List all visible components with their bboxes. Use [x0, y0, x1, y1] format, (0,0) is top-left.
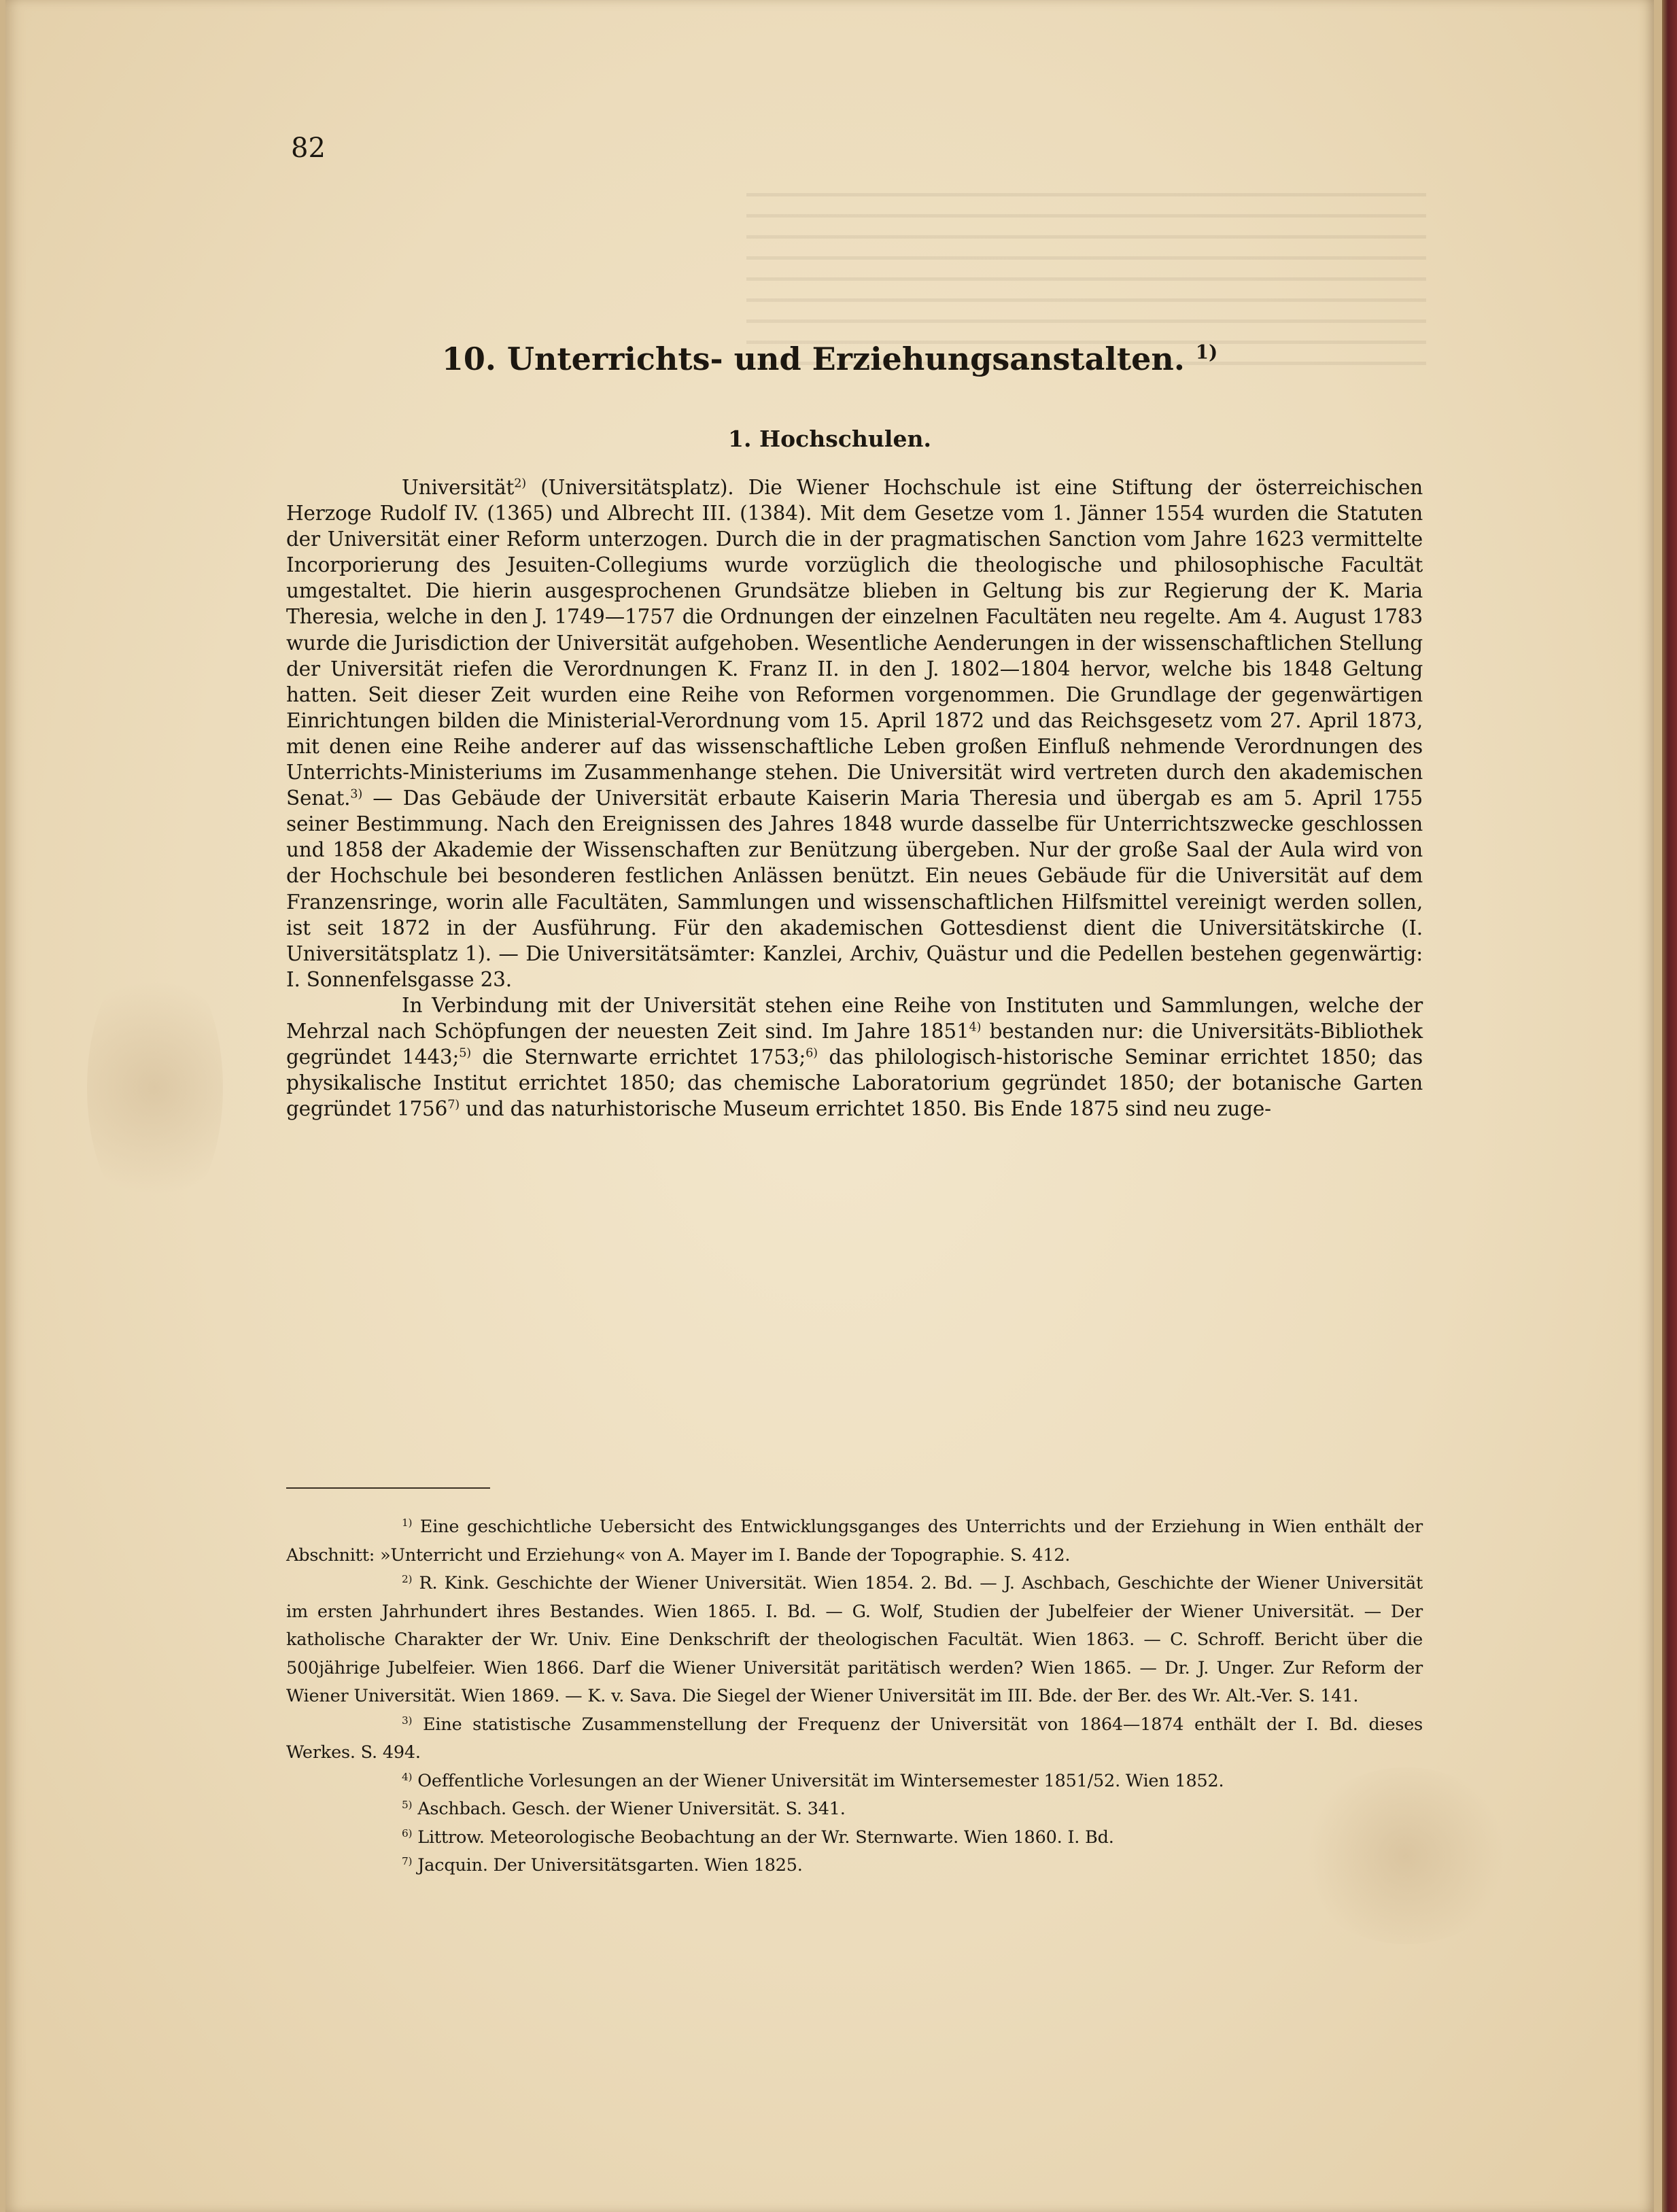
paragraph-text: errichtet 1850. Bis Ende 1875 sind neu zuge- [809, 1097, 1271, 1121]
footnote-3 [286, 1711, 1423, 1767]
paragraph-text: erbaute Kaiserin Maria Theresia und übergab es am 5. April 1755 seiner Bestimmung. Nach den Ereignissen des Jahres 1848 wurde dasselbe für Unterrichtszwecke geschlossen und 1858 der Akademie der Wissenschaften zur Benützung übergeben. Nur der große Saal der Aula wird von der Hochschule bei besonderen festlichen Anlässen benützt. Ein neues Gebäude für die Universität auf dem Franzensringe, worin alle Facultäten, Sammlungen und wissenschaftlichen Hilfsmittel vereinigt werden sollen, ist seit 1872 in der Ausführung. Für den akademischen Gottesdienst dient die [286, 787, 1423, 939]
paragraph-text: gegründet 1850; der [990, 1071, 1232, 1095]
footnote-mark: 2) [402, 1572, 413, 1585]
paragraph-text: gegründet 1443; [286, 1045, 460, 1069]
book-page [5, 0, 1654, 2212]
chapter-title-text: 10. Unterrichts- und Erziehungsanstalten. [441, 341, 1185, 377]
footnote-text: Littrow. Meteorologische Beobachtung an der Wr. Sternwarte. Wien 1860. I. Bd. [412, 1827, 1114, 1848]
paragraph-text: errichtet 1850; das [506, 1071, 734, 1095]
paragraph-institute [286, 992, 1423, 1122]
footnote-4 [286, 1767, 1423, 1796]
section-title: 1. Hochschulen. [728, 426, 931, 452]
footnote-text: Eine geschichtliche Uebersicht des Entwicklungsganges des Unterrichts und der Erziehung in Wien enthält der Abschnitt: »Unterricht und Erziehung« von A. Mayer im I. Bande der Topographie. S. 412. [286, 1517, 1423, 1566]
paragraph-text: errichtet 1850; das [1209, 1045, 1423, 1069]
footnote-5 [286, 1795, 1423, 1824]
footnote-2 [286, 1570, 1423, 1711]
footnote-text: Jacquin. Der Universitätsgarten. Wien 1825. [412, 1855, 803, 1876]
paragraph-text: — Das [362, 787, 451, 810]
paragraph-universitaet [286, 474, 1423, 992]
term-universitaetskirche: Universitätskirche [1198, 916, 1385, 939]
paragraph-text: bestanden nur: die [981, 1019, 1192, 1043]
term-universitaet: Universität [402, 476, 515, 499]
footnote-rule [286, 1487, 490, 1489]
term-chemisches-laboratorium: chemische Laboratorium [733, 1071, 990, 1095]
paper-stain [87, 952, 223, 1224]
footnotes [286, 1513, 1423, 1880]
body-text [286, 474, 1423, 1122]
term-bibliothek: Universitäts-Bibliothek [1191, 1019, 1423, 1043]
footnote-ref-5: 5) [459, 1046, 472, 1060]
paragraph-text: (I. Universitätsplatz 1). — Die Universitätsämter: Kanzlei, Archiv, Quästur und die Pedellen bestehen gegenwärtig: I. Sonnenfelsgasse 23. [286, 916, 1423, 991]
term-sternwarte: Sternwarte [524, 1045, 638, 1069]
footnote-ref-6: 6) [806, 1046, 818, 1060]
paragraph-text: In Verbindung mit der Universität stehen eine Reihe von Instituten und Sammlungen, welche der Mehrzal nach Schöpfungen der neuesten Zeit sind. Im Jahre 1851 [286, 993, 1423, 1043]
footnote-7 [286, 1852, 1423, 1880]
footnote-ref-7: 7) [447, 1098, 460, 1112]
footnote-mark: 1) [402, 1516, 413, 1529]
footnote-ref-4: 4) [969, 1020, 982, 1035]
chapter-footnote-ref: 1) [1195, 341, 1218, 364]
footnote-mark: 6) [402, 1827, 413, 1839]
footnote-ref-3: 3) [350, 787, 363, 801]
term-akademischer-senat: akademischen Senat. [286, 761, 1423, 810]
term-seminar: philologisch-historische Seminar [874, 1045, 1209, 1069]
footnote-mark: 5) [402, 1798, 413, 1811]
footnote-text: Eine statistische Zusammenstellung der Frequenz der Universität von 1864—1874 enthält der I. Bd. dieses Werkes. S. 494. [286, 1714, 1423, 1763]
chapter-title [5, 336, 1654, 381]
footnote-text: Oeffentliche Vorlesungen an der Wiener Universität im Wintersemester 1851/52. Wien 1852. [412, 1770, 1224, 1791]
paragraph-text: und das [459, 1097, 551, 1121]
term-naturhistorisches-museum: naturhistorische Museum [551, 1097, 810, 1121]
footnote-6 [286, 1824, 1423, 1852]
term-gebaeude: Gebäude der Universität [451, 787, 708, 810]
paragraph-text: das [817, 1045, 875, 1069]
paragraph-text: (Universitätsplatz). Die Wiener Hochschule ist eine Stiftung der österreichischen Herzoge Rudolf IV. (1365) und Albrecht III. (1384). Mit dem Gesetze vom 1. Jänner 1554 wurden die Statuten der Universität einer Reform unterzogen. Durch die in der pragmatischen Sanction vom Jahre 1623 vermittelte Incorporierung des Jesuiten-Collegiums wurde vorzüglich die theologische und philosophische Facultät umgestaltet. Die hierin ausgesprochenen Grundsätze blieben in Geltung bis zur Regierung der K. Maria Theresia, welche in den J. 1749—1757 die Ordnungen der einzelnen Facultäten neu regelte. Am 4. August 1783 wurde die Jurisdiction der Universität aufgehoben. Wesentliche Aenderungen in der wissenschaftlichen Stellung der Universität riefen die Verordnungen K. Franz II. in den J. 1802—1804 hervor, welche bis 1848 Geltung hatten. Seit dieser Zeit wurden eine Reihe von Reformen vorgenommen. Die Grundlage der gegenwärtigen Einrichtungen bilden die Ministerial-Verordnung vom 15. April 1872 und das Reichsgesetz vom 27. April 1873, mit denen eine Reihe anderer auf das wissenschaftliche Leben großen Einfluß nehmende Verordnungen des Unterrichts-Ministeriums im Zusammenhange stehen. Die Universität wird vertreten durch den [286, 476, 1423, 784]
book-binding-edge [1662, 0, 1677, 2212]
page-number: 82 [291, 133, 326, 164]
paragraph-text: die [471, 1045, 525, 1069]
footnote-text: Aschbach. Gesch. der Wiener Universität. S. 341. [412, 1799, 846, 1819]
footnote-ref-2: 2) [514, 477, 526, 491]
paragraph-text: gegründet 1756 [286, 1097, 448, 1121]
footnote-mark: 7) [402, 1854, 413, 1867]
term-physikalisches-institut: physikalische Institut [286, 1071, 507, 1095]
footnote-1 [286, 1513, 1423, 1570]
footnote-mark: 4) [402, 1770, 413, 1783]
footnote-mark: 3) [402, 1714, 413, 1727]
paragraph-text: errichtet 1753; [638, 1045, 806, 1069]
term-botanischer-garten: botanische Garten [1232, 1071, 1423, 1095]
footnote-text: R. Kink. Geschichte der Wiener Universität. Wien 1854. 2. Bd. — J. Aschbach, Geschichte der Wiener Universität im ersten Jahrhundert ihres Bestandes. Wien 1865. I. Bd. — G. Wolf, Studien der Jubelfeier der Wiener Universität. — Der katholische Charakter der Wr. Univ. Eine Denkschrift der theologischen Facultät. Wien 1863. — C. Schroff. Bericht über die 500jährige Jubelfeier. Wien 1866. Darf die Wiener Universität paritätisch werden? Wien 1865. — Dr. J. Unger. Zur Reform der Wiener Universität. Wien 1869. — K. v. Sava. Die Siegel der Wiener Universität im III. Bde. der Ber. des Wr. Alt.-Ver. S. 141. [286, 1573, 1423, 1706]
